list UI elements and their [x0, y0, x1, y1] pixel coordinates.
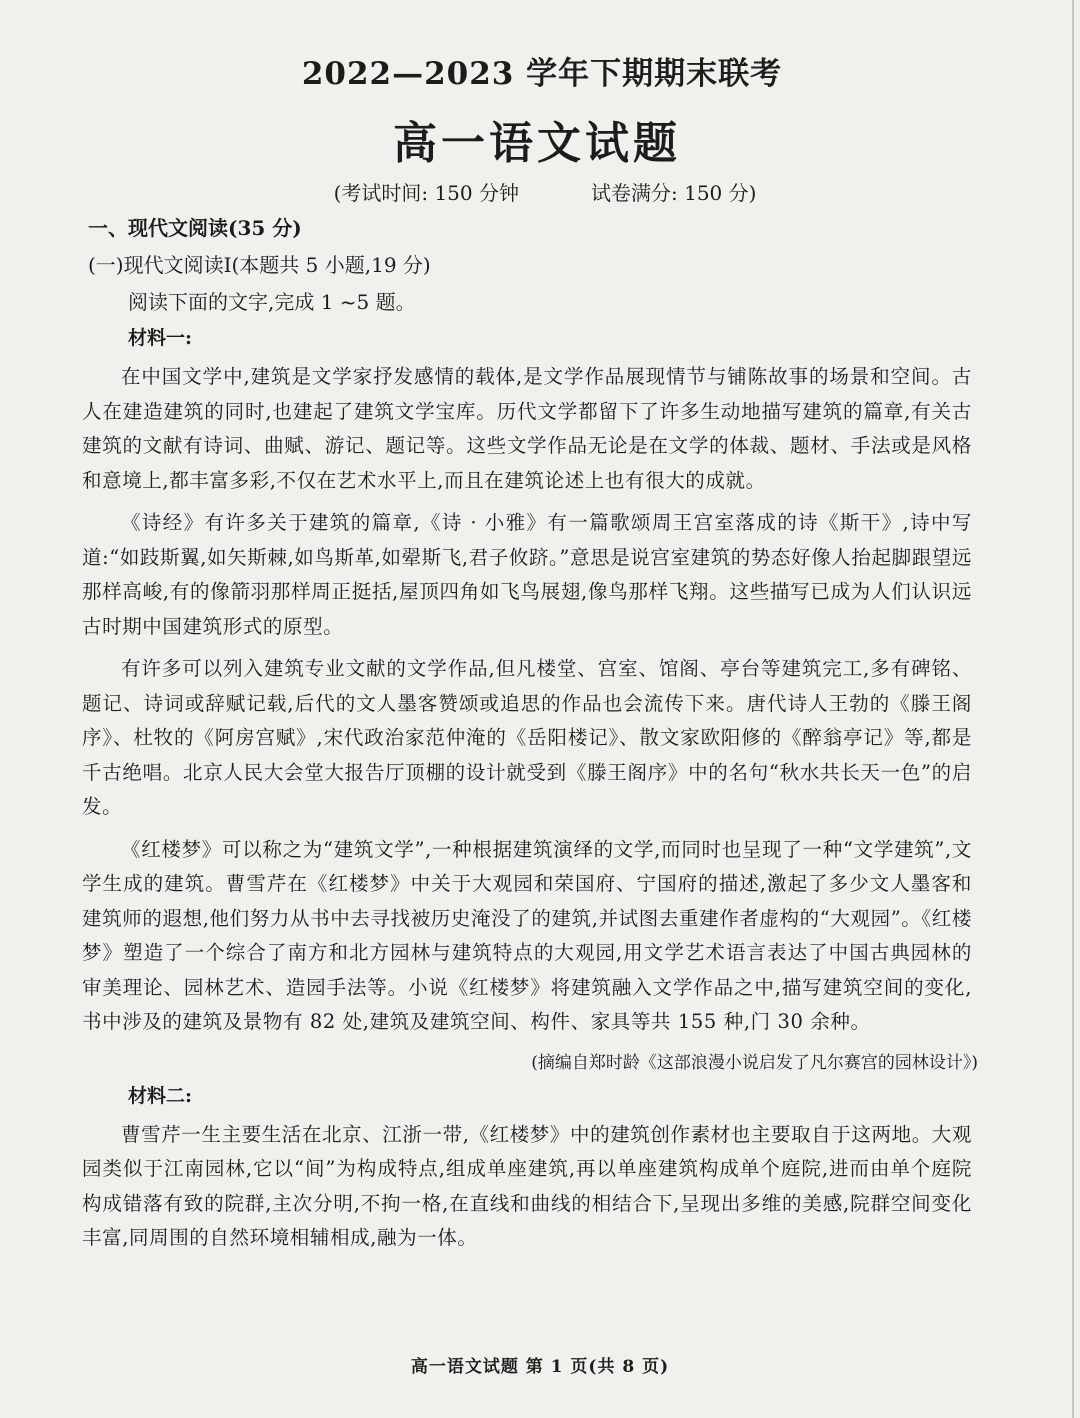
- section-heading: 一、现代文阅读(35 分): [88, 216, 302, 240]
- paragraph: 《红楼梦》可以称之为“建筑文学”,一种根据建筑演绎的文学,而同时也呈现了一种“文学建筑”,文学生成的建筑。曹雪芹在《红楼梦》中关于大观园和荣国府、宁国府的描述,激起了多少文人墨客和建筑师的遐想,他们努力从书中去寻找被历史淹没了的建筑,并试图去重建作者虚构的“大观园”。《红楼梦》塑造了一个综合了南方和北方园林与建筑特点的大观园,用文学艺术语言表达了中国古典园林的审美理论、园林艺术、造园手法等。小说《红楼梦》将建筑融入文学作品之中,描写建筑空间的变化,书中涉及的建筑及景物有 82 处,建筑及建筑空间、构件、家具等共 155 种,门 30 余种。: [82, 837, 972, 1033]
- page-footer: 高一语文试题 第 1 页(共 8 页): [410, 1357, 670, 1377]
- reading-instruction: 阅读下面的文字,完成 1 ~5 题。: [128, 290, 416, 314]
- page-edge-divider: [1072, 0, 1074, 1418]
- paragraph: 《诗经》有许多关于建筑的篇章,《诗 · 小雅》有一篇歌颂周王宫室落成的诗《斯干》,诗中写道:“如跂斯翼,如矢斯棘,如鸟斯革,如翚斯飞,君子攸跻。”意思是说宫室建筑的势态好像人抬起脚跟望远那样高峻,有的像箭羽那样周正挺括,屋顶四角如飞鸟展翅,像鸟那样飞翔。这些描写已成为人们认识远古时期中国建筑形式的原型。: [82, 511, 972, 638]
- exam-subject-title: 高一语文试题: [393, 118, 681, 169]
- material-one-label: 材料一:: [128, 327, 193, 349]
- exam-info: [118, 177, 972, 206]
- full-score: 试卷满分: 150 分): [591, 181, 757, 205]
- material-two-label: 材料二:: [128, 1084, 193, 1107]
- material-one-source: (摘编自郑时龄《这部浪漫小说启发了凡尔赛宫的园林设计》): [531, 1052, 978, 1073]
- exam-term-title: 2022—2023 学年下期期末联考: [301, 56, 783, 92]
- paragraph: 在中国文学中,建筑是文学家抒发感情的载体,是文学作品展现情节与铺陈故事的场景和空间。古人在建造建筑的同时,也建起了建筑文学宝库。历代文学都留下了许多生动地描写建筑的篇章,有关古建筑的文献有诗词、曲赋、游记、题记等。这些文学作品无论是在文学的体裁、题材、手法或是风格和意境上,都丰富多彩,不仅在艺术水平上,而且在建筑论述上也有很大的成就。: [82, 365, 972, 492]
- paragraph: 曹雪芹一生主要生活在北京、江浙一带,《红楼梦》中的建筑创作素材也主要取自于这两地。大观园类似于江南园林,它以“间”为构成特点,组成单座建筑,再以单座建筑构成单个庭院,进而由单个庭院构成错落有致的院群,主次分明,不拘一格,在直线和曲线的相结合下,呈现出多维的美感,院群空间变化丰富,同周围的自然环境相辅相成,融为一体。: [82, 1122, 972, 1249]
- exam-time: (考试时间: 150 分钟: [333, 181, 519, 205]
- sub-section-heading: (一)现代文阅读Ⅰ(本题共 5 小题,19 分): [88, 253, 431, 277]
- paragraph: 有许多可以列入建筑专业文献的文学作品,但凡楼堂、宫室、馆阁、亭台等建筑完工,多有碑铭、题记、诗词或辞赋记载,后代的文人墨客赞颂或追思的作品也会流传下来。唐代诗人王勃的《滕王阁序》、杜牧的《阿房宫赋》,宋代政治家范仲淹的《岳阳楼记》、散文家欧阳修的《醉翁亭记》等,都是千古绝唱。北京人民大会堂大报告厅顶棚的设计就受到《滕王阁序》中的名句“秋水共长天一色”的启发。: [82, 657, 972, 818]
